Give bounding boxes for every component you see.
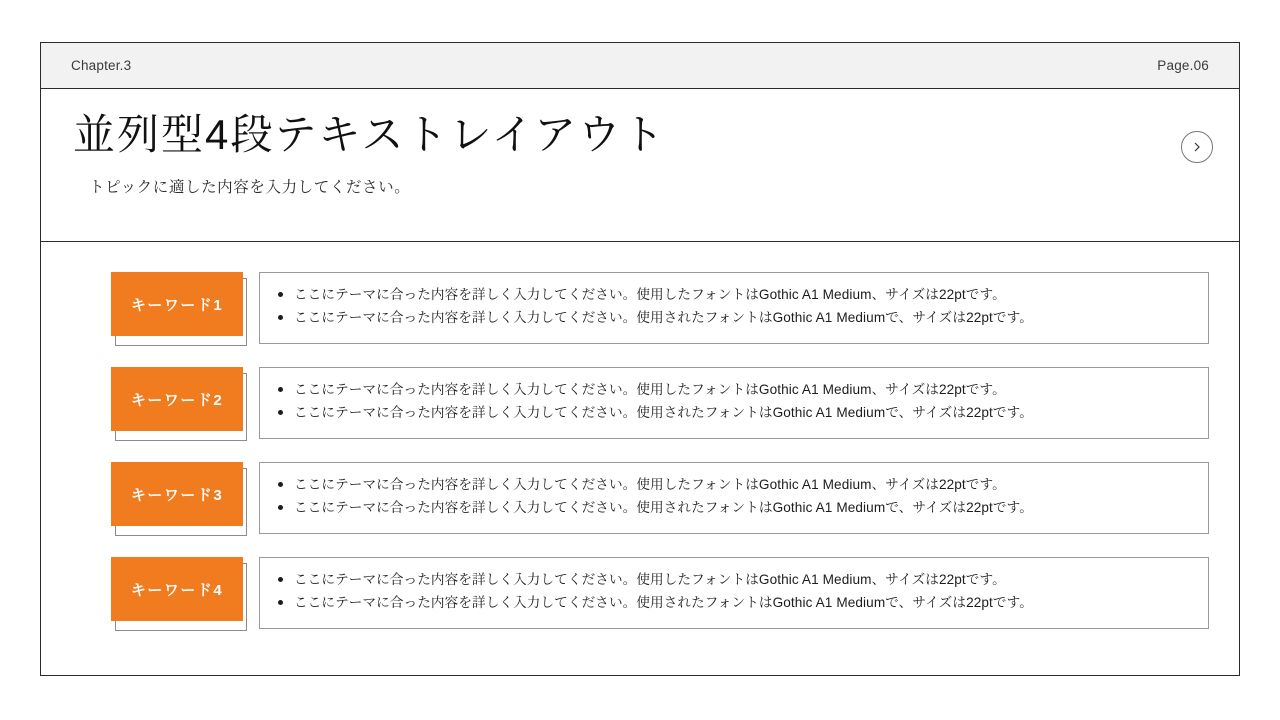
- chapter-label: Chapter.3: [71, 58, 132, 73]
- list-item: ここにテーマに合った内容を詳しく入力してください。使用したフォントはGothic A1 Medium、サイズは22ptです。: [292, 378, 1194, 401]
- text-block[interactable]: [259, 272, 1209, 344]
- text-block[interactable]: [259, 462, 1209, 534]
- page-subtitle: トピックに適した内容を入力してください。: [89, 178, 411, 196]
- content-row: [71, 367, 1209, 439]
- keyword-badge-box: [111, 557, 243, 621]
- keyword-badge-box: [111, 272, 243, 336]
- chevron-right-icon: [1191, 141, 1203, 153]
- slide-meta-bar: [41, 43, 1239, 89]
- list-item: ここにテーマに合った内容を詳しく入力してください。使用されたフォントはGothic A1 Mediumで、サイズは22ptです。: [292, 401, 1194, 424]
- keyword-badge[interactable]: [111, 557, 243, 627]
- keyword-badge-box: [111, 367, 243, 431]
- page-title: 並列型4段テキストレイアウト: [73, 111, 667, 158]
- slide-canvas: [40, 42, 1240, 676]
- list-item: ここにテーマに合った内容を詳しく入力してください。使用されたフォントはGothic A1 Mediumで、サイズは22ptです。: [292, 496, 1194, 519]
- content-row: [71, 272, 1209, 344]
- title-block: [41, 89, 1239, 242]
- page-label: Page.06: [1157, 58, 1209, 73]
- content-row: [71, 557, 1209, 629]
- list-item: ここにテーマに合った内容を詳しく入力してください。使用したフォントはGothic A1 Medium、サイズは22ptです。: [292, 473, 1194, 496]
- keyword-label: キーワード2: [130, 391, 224, 409]
- content-rows: [41, 242, 1239, 629]
- keyword-badge[interactable]: [111, 272, 243, 342]
- list-item: ここにテーマに合った内容を詳しく入力してください。使用したフォントはGothic A1 Medium、サイズは22ptです。: [292, 283, 1194, 306]
- keyword-label: キーワード4: [130, 581, 224, 599]
- keyword-label: キーワード1: [130, 296, 224, 314]
- list-item: ここにテーマに合った内容を詳しく入力してください。使用されたフォントはGothic A1 Mediumで、サイズは22ptです。: [292, 306, 1194, 329]
- keyword-badge[interactable]: [111, 367, 243, 437]
- list-item: ここにテーマに合った内容を詳しく入力してください。使用したフォントはGothic A1 Medium、サイズは22ptです。: [292, 568, 1194, 591]
- keyword-badge[interactable]: [111, 462, 243, 532]
- keyword-label: キーワード3: [130, 486, 224, 504]
- text-block[interactable]: [259, 367, 1209, 439]
- list-item: ここにテーマに合った内容を詳しく入力してください。使用されたフォントはGothic A1 Mediumで、サイズは22ptです。: [292, 591, 1194, 614]
- keyword-badge-box: [111, 462, 243, 526]
- content-row: [71, 462, 1209, 534]
- text-block[interactable]: [259, 557, 1209, 629]
- next-button[interactable]: [1181, 131, 1213, 163]
